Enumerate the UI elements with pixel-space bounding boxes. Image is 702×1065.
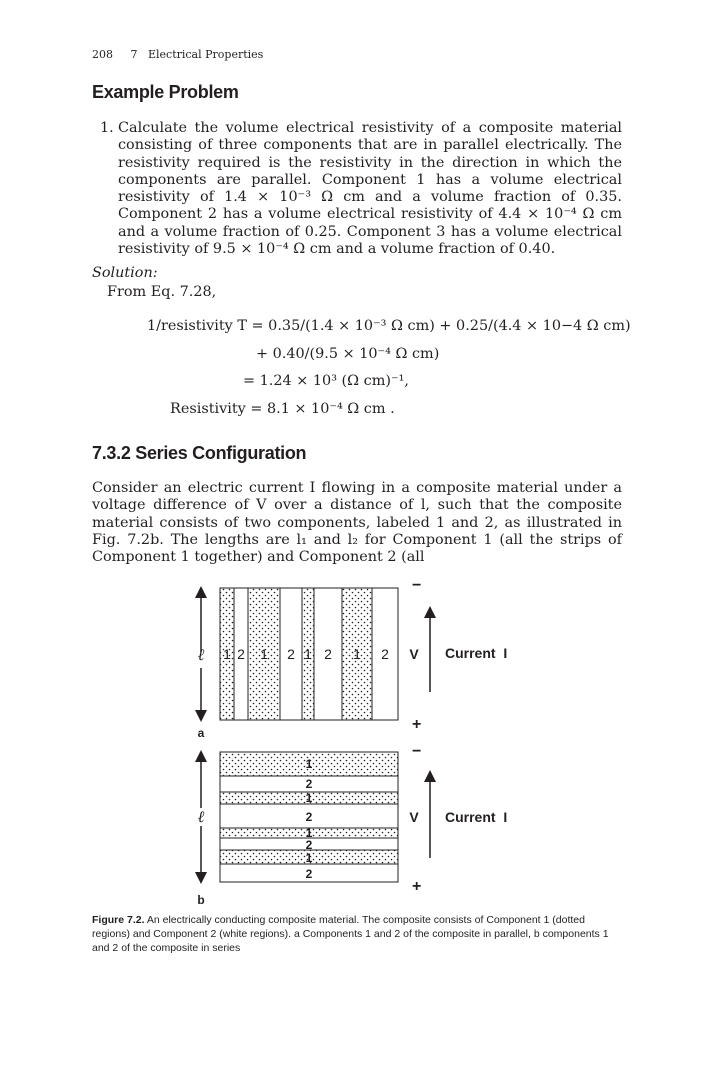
- voltage-label: V: [409, 809, 419, 825]
- equation-line-1: 1/resistivity T = 0.35/(1.4 × 10⁻³ Ω cm) + 0.25/(4.4 × 10−4 Ω cm): [147, 318, 631, 334]
- minus-terminal: −: [412, 743, 422, 760]
- section-heading: 7.3.2 Series Configuration: [92, 443, 307, 463]
- minus-terminal: −: [412, 577, 422, 594]
- solution-intro: From Eq. 7.28,: [107, 284, 217, 300]
- strip-label: 1: [223, 646, 231, 662]
- solution-label: Solution:: [92, 265, 158, 281]
- problem-text: Calculate the volume electrical resistivity of a composite material consisting of three components that are in parallel electrically. The resistivity required is the resistivity in the direction in which the components are parallel. Component 1 has a volume electrical resistivity of 1.4 × 10⁻³ Ω cm and a volume fraction of 0.35. Component 2 has a volume electrical resistivity of 4.4 × 10⁻⁴ Ω cm and a volume fraction of 0.25. Component 3 has a volume electrical resistivity of 9.5 × 10⁻⁴ Ω cm and a volume fraction of 0.40.: [118, 120, 622, 258]
- current-label: Current I: [445, 809, 508, 825]
- figure-caption: [92, 913, 624, 955]
- layer-label: 2: [305, 838, 313, 852]
- layer-label: 2: [305, 777, 313, 791]
- length-symbol: ℓ: [197, 809, 205, 826]
- layer-label: 1: [305, 851, 313, 865]
- strip-label: 2: [381, 646, 389, 662]
- layer-label: 1: [305, 791, 313, 805]
- strip-label: 1: [304, 646, 312, 662]
- chapter-title: 7 Electrical Properties: [130, 48, 264, 61]
- panel-a: [198, 577, 508, 740]
- page-number: 208: [92, 48, 113, 61]
- section-body: Consider an electric current I flowing in a composite material under a voltage difference of V over a distance of l, such that the composite material consists of two components, labeled 1 and 2, as illustrated in Fig. 7.2b. The lengths are l₁ and l₂ for Component 1 (all the strips of Component 1 together) and Component 2 (all: [92, 480, 622, 566]
- equation-line-3: = 1.24 × 10³ (Ω cm)⁻¹,: [243, 373, 409, 389]
- layer-label: 2: [305, 810, 313, 824]
- figure-caption-text: An electrically conducting composite material. The composite consists of Component 1 (dotted regions) and Component 2 (white regions). a Components 1 and 2 of the composite in parallel, b components 1 and 2 of the composite in series: [92, 914, 609, 954]
- strip-label: 1: [260, 646, 268, 662]
- figure-diagram: [180, 570, 540, 910]
- plus-terminal: +: [412, 878, 422, 895]
- panel-label-b: b: [197, 893, 205, 907]
- current-label: Current I: [445, 645, 508, 661]
- strip-label: 1: [353, 646, 361, 662]
- voltage-label: V: [409, 646, 419, 662]
- panel-label-a: a: [197, 726, 205, 740]
- running-head: [92, 48, 263, 61]
- example-heading: Example Problem: [92, 82, 239, 102]
- equation-line-2: + 0.40/(9.5 × 10⁻⁴ Ω cm): [256, 346, 440, 362]
- figure-caption-label: Figure 7.2.: [92, 914, 145, 926]
- layer-label: 1: [305, 826, 313, 840]
- strip-label: 2: [324, 646, 332, 662]
- strip-label: 2: [237, 646, 245, 662]
- plus-terminal: +: [412, 716, 422, 733]
- panel-b: [197, 743, 507, 907]
- figure-7-2: [180, 570, 540, 910]
- layer-label: 1: [305, 757, 313, 771]
- strip-label: 2: [287, 646, 295, 662]
- length-symbol: ℓ: [197, 647, 205, 664]
- layer-label: 2: [305, 867, 313, 881]
- problem-number: 1.: [100, 120, 114, 136]
- equation-line-4: Resistivity = 8.1 × 10⁻⁴ Ω cm .: [170, 401, 395, 417]
